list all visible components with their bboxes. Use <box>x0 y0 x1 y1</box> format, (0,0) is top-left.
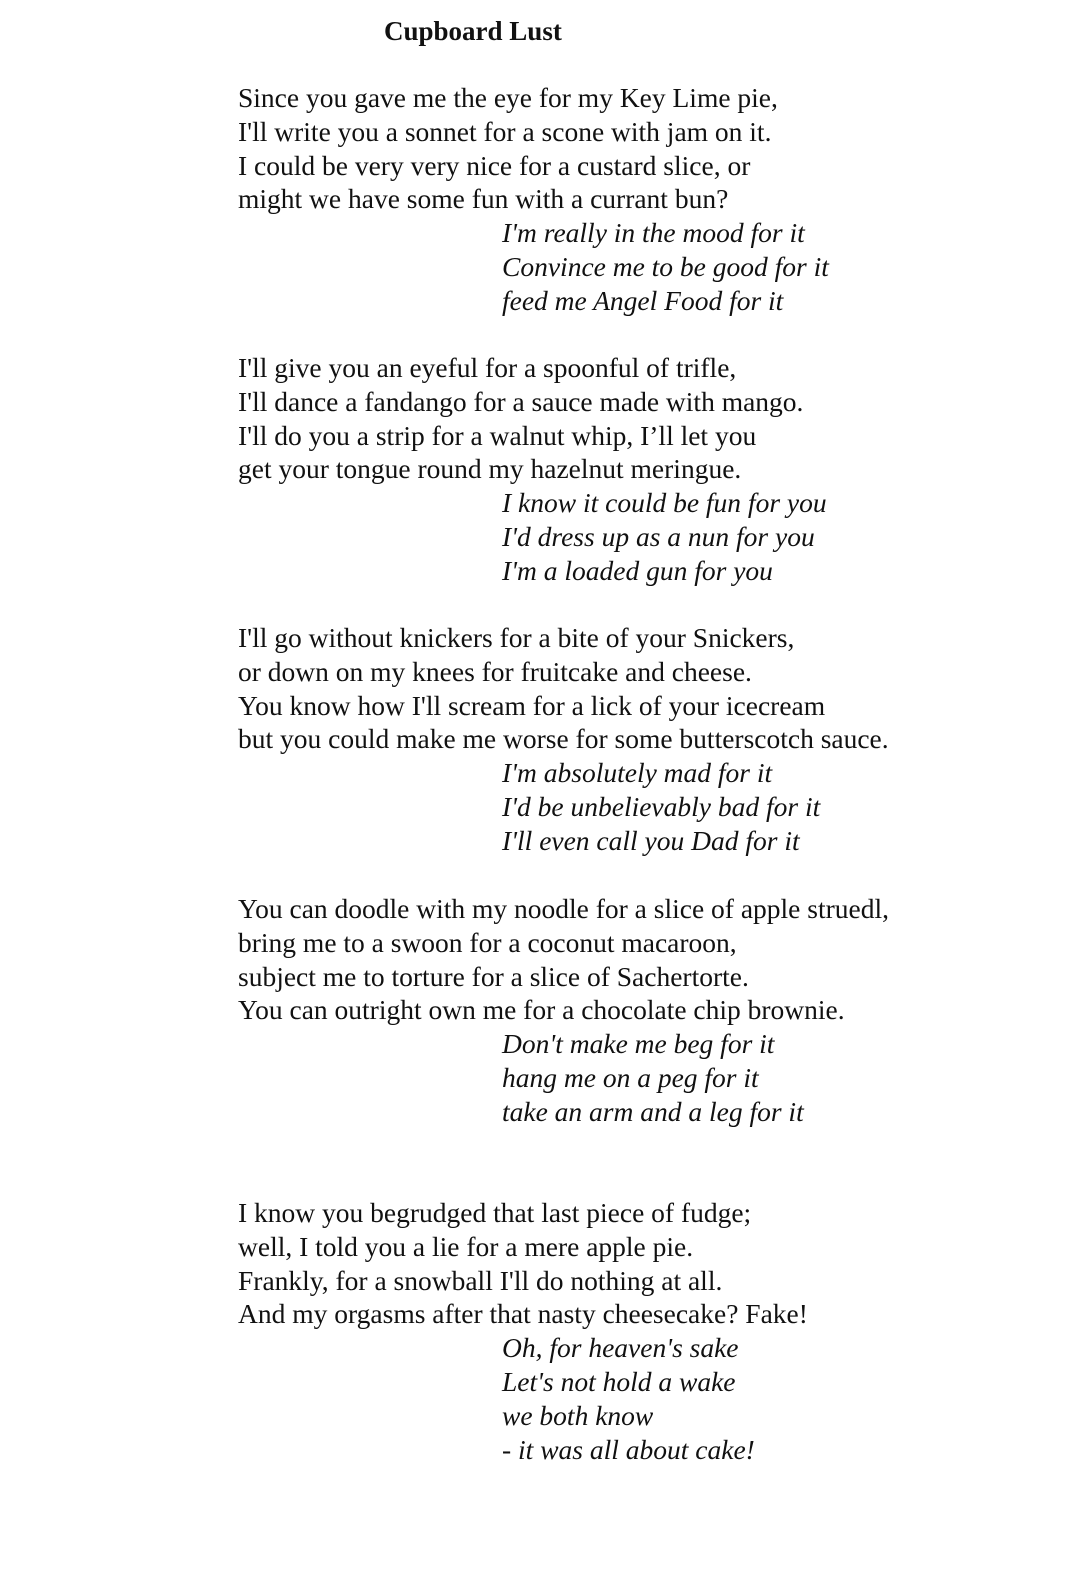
verse-line: You know how I'll scream for a lick of your icecream <box>238 689 826 721</box>
refrain-line: feed me Angel Food for it <box>502 284 784 316</box>
refrain-line: I'm really in the mood for it <box>502 217 805 249</box>
stanza-3 <box>238 621 1058 858</box>
stanza-5 <box>238 1196 1058 1466</box>
refrain-line: Convince me to be good for it <box>502 250 829 282</box>
refrain-line: I'm absolutely mad for it <box>502 757 773 789</box>
verse-line: You can outright own me for a chocolate chip brownie. <box>238 994 845 1026</box>
refrain-line: I know it could be fun for you <box>502 487 827 519</box>
refrain-line: I'm a loaded gun for you <box>502 554 773 586</box>
verse-line: I'll do you a strip for a walnut whip, I’ll let you <box>238 419 757 451</box>
verse-line: subject me to torture for a slice of Sachertorte. <box>238 960 749 992</box>
verse-line: but you could make me worse for some butterscotch sauce. <box>238 723 889 755</box>
refrain-line: I'll even call you Dad for it <box>502 824 800 856</box>
refrain-line: I'd be unbelievably bad for it <box>502 790 821 822</box>
verse-line: bring me to a swoon for a coconut macaroon, <box>238 926 737 958</box>
poem-title: Cupboard Lust <box>384 16 562 46</box>
verse-line: I'll dance a fandango for a sauce made with mango. <box>238 385 804 417</box>
refrain-line: I'd dress up as a nun for you <box>502 520 815 552</box>
refrain-line: take an arm and a leg for it <box>502 1095 804 1127</box>
verse-line: I'll give you an eyeful for a spoonful of trifle, <box>238 352 737 383</box>
verse-line: I could be very very nice for a custard slice, or <box>238 149 751 181</box>
stanza-2 <box>238 351 1058 588</box>
verse-line: well, I told you a lie for a mere apple pie. <box>238 1230 694 1262</box>
verse-line: I'll write you a sonnet for a scone with jam on it. <box>238 115 772 147</box>
stanza-1 <box>238 81 1058 318</box>
verse-line: I know you begrudged that last piece of fudge; <box>238 1197 752 1228</box>
verse-line: Frankly, for a snowball I'll do nothing at all. <box>238 1264 723 1296</box>
refrain-line: we both know <box>502 1399 654 1431</box>
verse-line: or down on my knees for fruitcake and cheese. <box>238 655 752 687</box>
verse-line: I'll go without knickers for a bite of your Snickers, <box>238 622 795 653</box>
refrain-line: Let's not hold a wake <box>502 1365 736 1397</box>
refrain-line: hang me on a peg for it <box>502 1061 759 1093</box>
verse-line: might we have some fun with a currant bun? <box>238 183 729 215</box>
verse-line: get your tongue round my hazelnut meringue. <box>238 453 742 485</box>
refrain-line: - it was all about cake! <box>502 1433 755 1465</box>
verse-line: You can doodle with my noodle for a slice of apple struedl, <box>238 893 889 924</box>
refrain-line: Don't make me beg for it <box>502 1028 775 1060</box>
stanza-4 <box>238 892 1058 1129</box>
verse-line: Since you gave me the eye for my Key Lime pie, <box>238 82 778 113</box>
refrain-line: Oh, for heaven's sake <box>502 1332 739 1364</box>
verse-line: And my orgasms after that nasty cheesecake? Fake! <box>238 1298 808 1330</box>
